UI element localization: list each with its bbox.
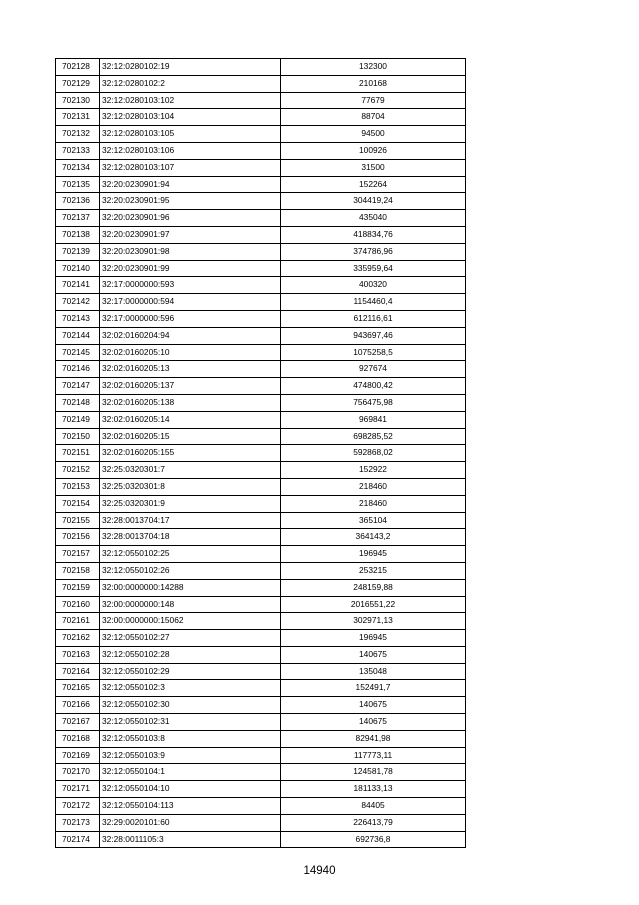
amount-cell: 612116,61 xyxy=(281,310,466,327)
record-id-cell: 702133 xyxy=(56,142,100,159)
table-row xyxy=(56,630,466,647)
cadastral-number-cell: 32:00:0000000:14288 xyxy=(100,579,281,596)
cadastral-number-cell: 32:02:0160205:15 xyxy=(100,428,281,445)
cadastral-number-cell: 32:25:0320301:8 xyxy=(100,478,281,495)
cadastral-number-cell: 32:28:0013704:18 xyxy=(100,529,281,546)
cadastral-number-cell: 32:12:0550104:10 xyxy=(100,781,281,798)
amount-cell: 84405 xyxy=(281,798,466,815)
table-row xyxy=(56,462,466,479)
record-id-cell: 702136 xyxy=(56,193,100,210)
record-id-cell: 702162 xyxy=(56,630,100,647)
amount-cell: 152491,7 xyxy=(281,680,466,697)
table-row xyxy=(56,126,466,143)
amount-cell: 435040 xyxy=(281,210,466,227)
cadastral-number-cell: 32:12:0550104:113 xyxy=(100,798,281,815)
record-id-cell: 702163 xyxy=(56,646,100,663)
cadastral-number-cell: 32:25:0320301:7 xyxy=(100,462,281,479)
record-id-cell: 702141 xyxy=(56,277,100,294)
amount-cell: 140675 xyxy=(281,714,466,731)
cadastral-number-cell: 32:20:0230901:96 xyxy=(100,210,281,227)
record-id-cell: 702134 xyxy=(56,159,100,176)
record-id-cell: 702145 xyxy=(56,344,100,361)
table-row xyxy=(56,781,466,798)
record-id-cell: 702156 xyxy=(56,529,100,546)
record-id-cell: 702159 xyxy=(56,579,100,596)
table-row xyxy=(56,646,466,663)
amount-cell: 927674 xyxy=(281,361,466,378)
table-row xyxy=(56,378,466,395)
table-row xyxy=(56,529,466,546)
amount-cell: 756475,98 xyxy=(281,394,466,411)
cadastral-number-cell: 32:12:0280103:106 xyxy=(100,142,281,159)
table-row xyxy=(56,294,466,311)
cadastral-number-cell: 32:12:0550102:28 xyxy=(100,646,281,663)
record-id-cell: 702139 xyxy=(56,243,100,260)
cadastral-number-cell: 32:02:0160205:137 xyxy=(100,378,281,395)
cadastral-number-cell: 32:12:0550102:3 xyxy=(100,680,281,697)
record-id-cell: 702168 xyxy=(56,730,100,747)
table-row xyxy=(56,596,466,613)
amount-cell: 218460 xyxy=(281,478,466,495)
amount-cell: 140675 xyxy=(281,646,466,663)
table-row xyxy=(56,764,466,781)
record-id-cell: 702153 xyxy=(56,478,100,495)
record-id-cell: 702131 xyxy=(56,109,100,126)
cadastral-number-cell: 32:28:0013704:17 xyxy=(100,512,281,529)
record-id-cell: 702152 xyxy=(56,462,100,479)
record-id-cell: 702146 xyxy=(56,361,100,378)
amount-cell: 365104 xyxy=(281,512,466,529)
table-row xyxy=(56,260,466,277)
cadastral-number-cell: 32:20:0230901:97 xyxy=(100,226,281,243)
table-row xyxy=(56,831,466,848)
table-row xyxy=(56,562,466,579)
record-id-cell: 702166 xyxy=(56,697,100,714)
record-id-cell: 702138 xyxy=(56,226,100,243)
amount-cell: 304419,24 xyxy=(281,193,466,210)
record-id-cell: 702165 xyxy=(56,680,100,697)
table-row xyxy=(56,310,466,327)
cadastral-number-cell: 32:02:0160205:13 xyxy=(100,361,281,378)
amount-cell: 94500 xyxy=(281,126,466,143)
table-row xyxy=(56,512,466,529)
cadastral-number-cell: 32:17:0000000:596 xyxy=(100,310,281,327)
table-row xyxy=(56,747,466,764)
record-id-cell: 702167 xyxy=(56,714,100,731)
amount-cell: 100926 xyxy=(281,142,466,159)
table-row xyxy=(56,697,466,714)
table-row xyxy=(56,546,466,563)
cadastral-number-cell: 32:12:0280102:2 xyxy=(100,75,281,92)
record-id-cell: 702128 xyxy=(56,59,100,76)
table-row xyxy=(56,176,466,193)
cadastral-number-cell: 32:12:0550103:9 xyxy=(100,747,281,764)
record-id-cell: 702169 xyxy=(56,747,100,764)
amount-cell: 253215 xyxy=(281,562,466,579)
amount-cell: 152922 xyxy=(281,462,466,479)
amount-cell: 117773,11 xyxy=(281,747,466,764)
record-id-cell: 702130 xyxy=(56,92,100,109)
table-row xyxy=(56,814,466,831)
amount-cell: 135048 xyxy=(281,663,466,680)
table-row xyxy=(56,613,466,630)
amount-cell: 218460 xyxy=(281,495,466,512)
record-id-cell: 702132 xyxy=(56,126,100,143)
table-row xyxy=(56,714,466,731)
record-id-cell: 702160 xyxy=(56,596,100,613)
record-id-cell: 702150 xyxy=(56,428,100,445)
page-number: 14940 xyxy=(303,865,336,877)
record-id-cell: 702140 xyxy=(56,260,100,277)
amount-cell: 692736,8 xyxy=(281,831,466,848)
amount-cell: 474800,42 xyxy=(281,378,466,395)
table-row xyxy=(56,428,466,445)
amount-cell: 196945 xyxy=(281,630,466,647)
table-row xyxy=(56,75,466,92)
record-id-cell: 702142 xyxy=(56,294,100,311)
amount-cell: 374786,96 xyxy=(281,243,466,260)
record-id-cell: 702161 xyxy=(56,613,100,630)
cadastral-number-cell: 32:02:0160205:10 xyxy=(100,344,281,361)
table-row xyxy=(56,210,466,227)
cadastral-number-cell: 32:12:0550102:25 xyxy=(100,546,281,563)
record-id-cell: 702154 xyxy=(56,495,100,512)
table-row xyxy=(56,394,466,411)
cadastral-number-cell: 32:12:0280102:19 xyxy=(100,59,281,76)
cadastral-number-cell: 32:20:0230901:94 xyxy=(100,176,281,193)
amount-cell: 140675 xyxy=(281,697,466,714)
cadastral-number-cell: 32:00:0000000:148 xyxy=(100,596,281,613)
table-row xyxy=(56,92,466,109)
amount-cell: 196945 xyxy=(281,546,466,563)
table-row xyxy=(56,327,466,344)
record-id-cell: 702171 xyxy=(56,781,100,798)
record-id-cell: 702170 xyxy=(56,764,100,781)
table-row xyxy=(56,344,466,361)
record-id-cell: 702129 xyxy=(56,75,100,92)
amount-cell: 226413,79 xyxy=(281,814,466,831)
cadastral-number-cell: 32:12:0280103:107 xyxy=(100,159,281,176)
cadastral-number-cell: 32:02:0160205:155 xyxy=(100,445,281,462)
record-id-cell: 702174 xyxy=(56,831,100,848)
amount-cell: 132300 xyxy=(281,59,466,76)
table-row xyxy=(56,680,466,697)
cadastral-number-cell: 32:12:0280103:105 xyxy=(100,126,281,143)
amount-cell: 400320 xyxy=(281,277,466,294)
table-row xyxy=(56,579,466,596)
cadastral-number-cell: 32:12:0550102:31 xyxy=(100,714,281,731)
amount-cell: 364143,2 xyxy=(281,529,466,546)
record-id-cell: 702149 xyxy=(56,411,100,428)
record-id-cell: 702157 xyxy=(56,546,100,563)
cadastral-number-cell: 32:12:0280103:102 xyxy=(100,92,281,109)
cadastral-number-cell: 32:20:0230901:98 xyxy=(100,243,281,260)
amount-cell: 943697,46 xyxy=(281,327,466,344)
table-row xyxy=(56,798,466,815)
amount-cell: 592868,02 xyxy=(281,445,466,462)
records-table xyxy=(55,58,466,848)
cadastral-number-cell: 32:02:0160204:94 xyxy=(100,327,281,344)
cadastral-number-cell: 32:28:0011105:3 xyxy=(100,831,281,848)
amount-cell: 302971,13 xyxy=(281,613,466,630)
amount-cell: 248159,88 xyxy=(281,579,466,596)
cadastral-number-cell: 32:20:0230901:95 xyxy=(100,193,281,210)
cadastral-number-cell: 32:12:0550102:30 xyxy=(100,697,281,714)
cadastral-number-cell: 32:02:0160205:138 xyxy=(100,394,281,411)
table-row xyxy=(56,226,466,243)
table-row xyxy=(56,478,466,495)
table-row xyxy=(56,277,466,294)
record-id-cell: 702155 xyxy=(56,512,100,529)
amount-cell: 210168 xyxy=(281,75,466,92)
table-row xyxy=(56,730,466,747)
record-id-cell: 702151 xyxy=(56,445,100,462)
table-row xyxy=(56,361,466,378)
record-id-cell: 702144 xyxy=(56,327,100,344)
amount-cell: 2016551,22 xyxy=(281,596,466,613)
records-table-body xyxy=(56,59,466,848)
amount-cell: 418834,76 xyxy=(281,226,466,243)
cadastral-number-cell: 32:17:0000000:594 xyxy=(100,294,281,311)
amount-cell: 181133,13 xyxy=(281,781,466,798)
table-row xyxy=(56,59,466,76)
cadastral-number-cell: 32:12:0550102:26 xyxy=(100,562,281,579)
amount-cell: 969841 xyxy=(281,411,466,428)
record-id-cell: 702143 xyxy=(56,310,100,327)
cadastral-number-cell: 32:29:0020101:60 xyxy=(100,814,281,831)
cadastral-number-cell: 32:20:0230901:99 xyxy=(100,260,281,277)
record-id-cell: 702148 xyxy=(56,394,100,411)
cadastral-number-cell: 32:00:0000000:15062 xyxy=(100,613,281,630)
amount-cell: 31500 xyxy=(281,159,466,176)
amount-cell: 335959,64 xyxy=(281,260,466,277)
cadastral-number-cell: 32:12:0280103:104 xyxy=(100,109,281,126)
cadastral-number-cell: 32:12:0550102:29 xyxy=(100,663,281,680)
record-id-cell: 702172 xyxy=(56,798,100,815)
table-row xyxy=(56,109,466,126)
amount-cell: 1154460,4 xyxy=(281,294,466,311)
cadastral-number-cell: 32:02:0160205:14 xyxy=(100,411,281,428)
record-id-cell: 702137 xyxy=(56,210,100,227)
amount-cell: 1075258,5 xyxy=(281,344,466,361)
cadastral-number-cell: 32:12:0550104:1 xyxy=(100,764,281,781)
record-id-cell: 702164 xyxy=(56,663,100,680)
record-id-cell: 702147 xyxy=(56,378,100,395)
table-row xyxy=(56,159,466,176)
table-row xyxy=(56,243,466,260)
amount-cell: 77679 xyxy=(281,92,466,109)
amount-cell: 698285,52 xyxy=(281,428,466,445)
record-id-cell: 702158 xyxy=(56,562,100,579)
table-row xyxy=(56,445,466,462)
cadastral-number-cell: 32:12:0550102:27 xyxy=(100,630,281,647)
table-row xyxy=(56,193,466,210)
record-id-cell: 702173 xyxy=(56,814,100,831)
table-row xyxy=(56,411,466,428)
table-row xyxy=(56,142,466,159)
amount-cell: 124581,78 xyxy=(281,764,466,781)
amount-cell: 82941,98 xyxy=(281,730,466,747)
cadastral-number-cell: 32:12:0550103:8 xyxy=(100,730,281,747)
amount-cell: 88704 xyxy=(281,109,466,126)
table-row xyxy=(56,495,466,512)
cadastral-number-cell: 32:25:0320301:9 xyxy=(100,495,281,512)
record-id-cell: 702135 xyxy=(56,176,100,193)
cadastral-number-cell: 32:17:0000000:593 xyxy=(100,277,281,294)
table-row xyxy=(56,663,466,680)
amount-cell: 152264 xyxy=(281,176,466,193)
